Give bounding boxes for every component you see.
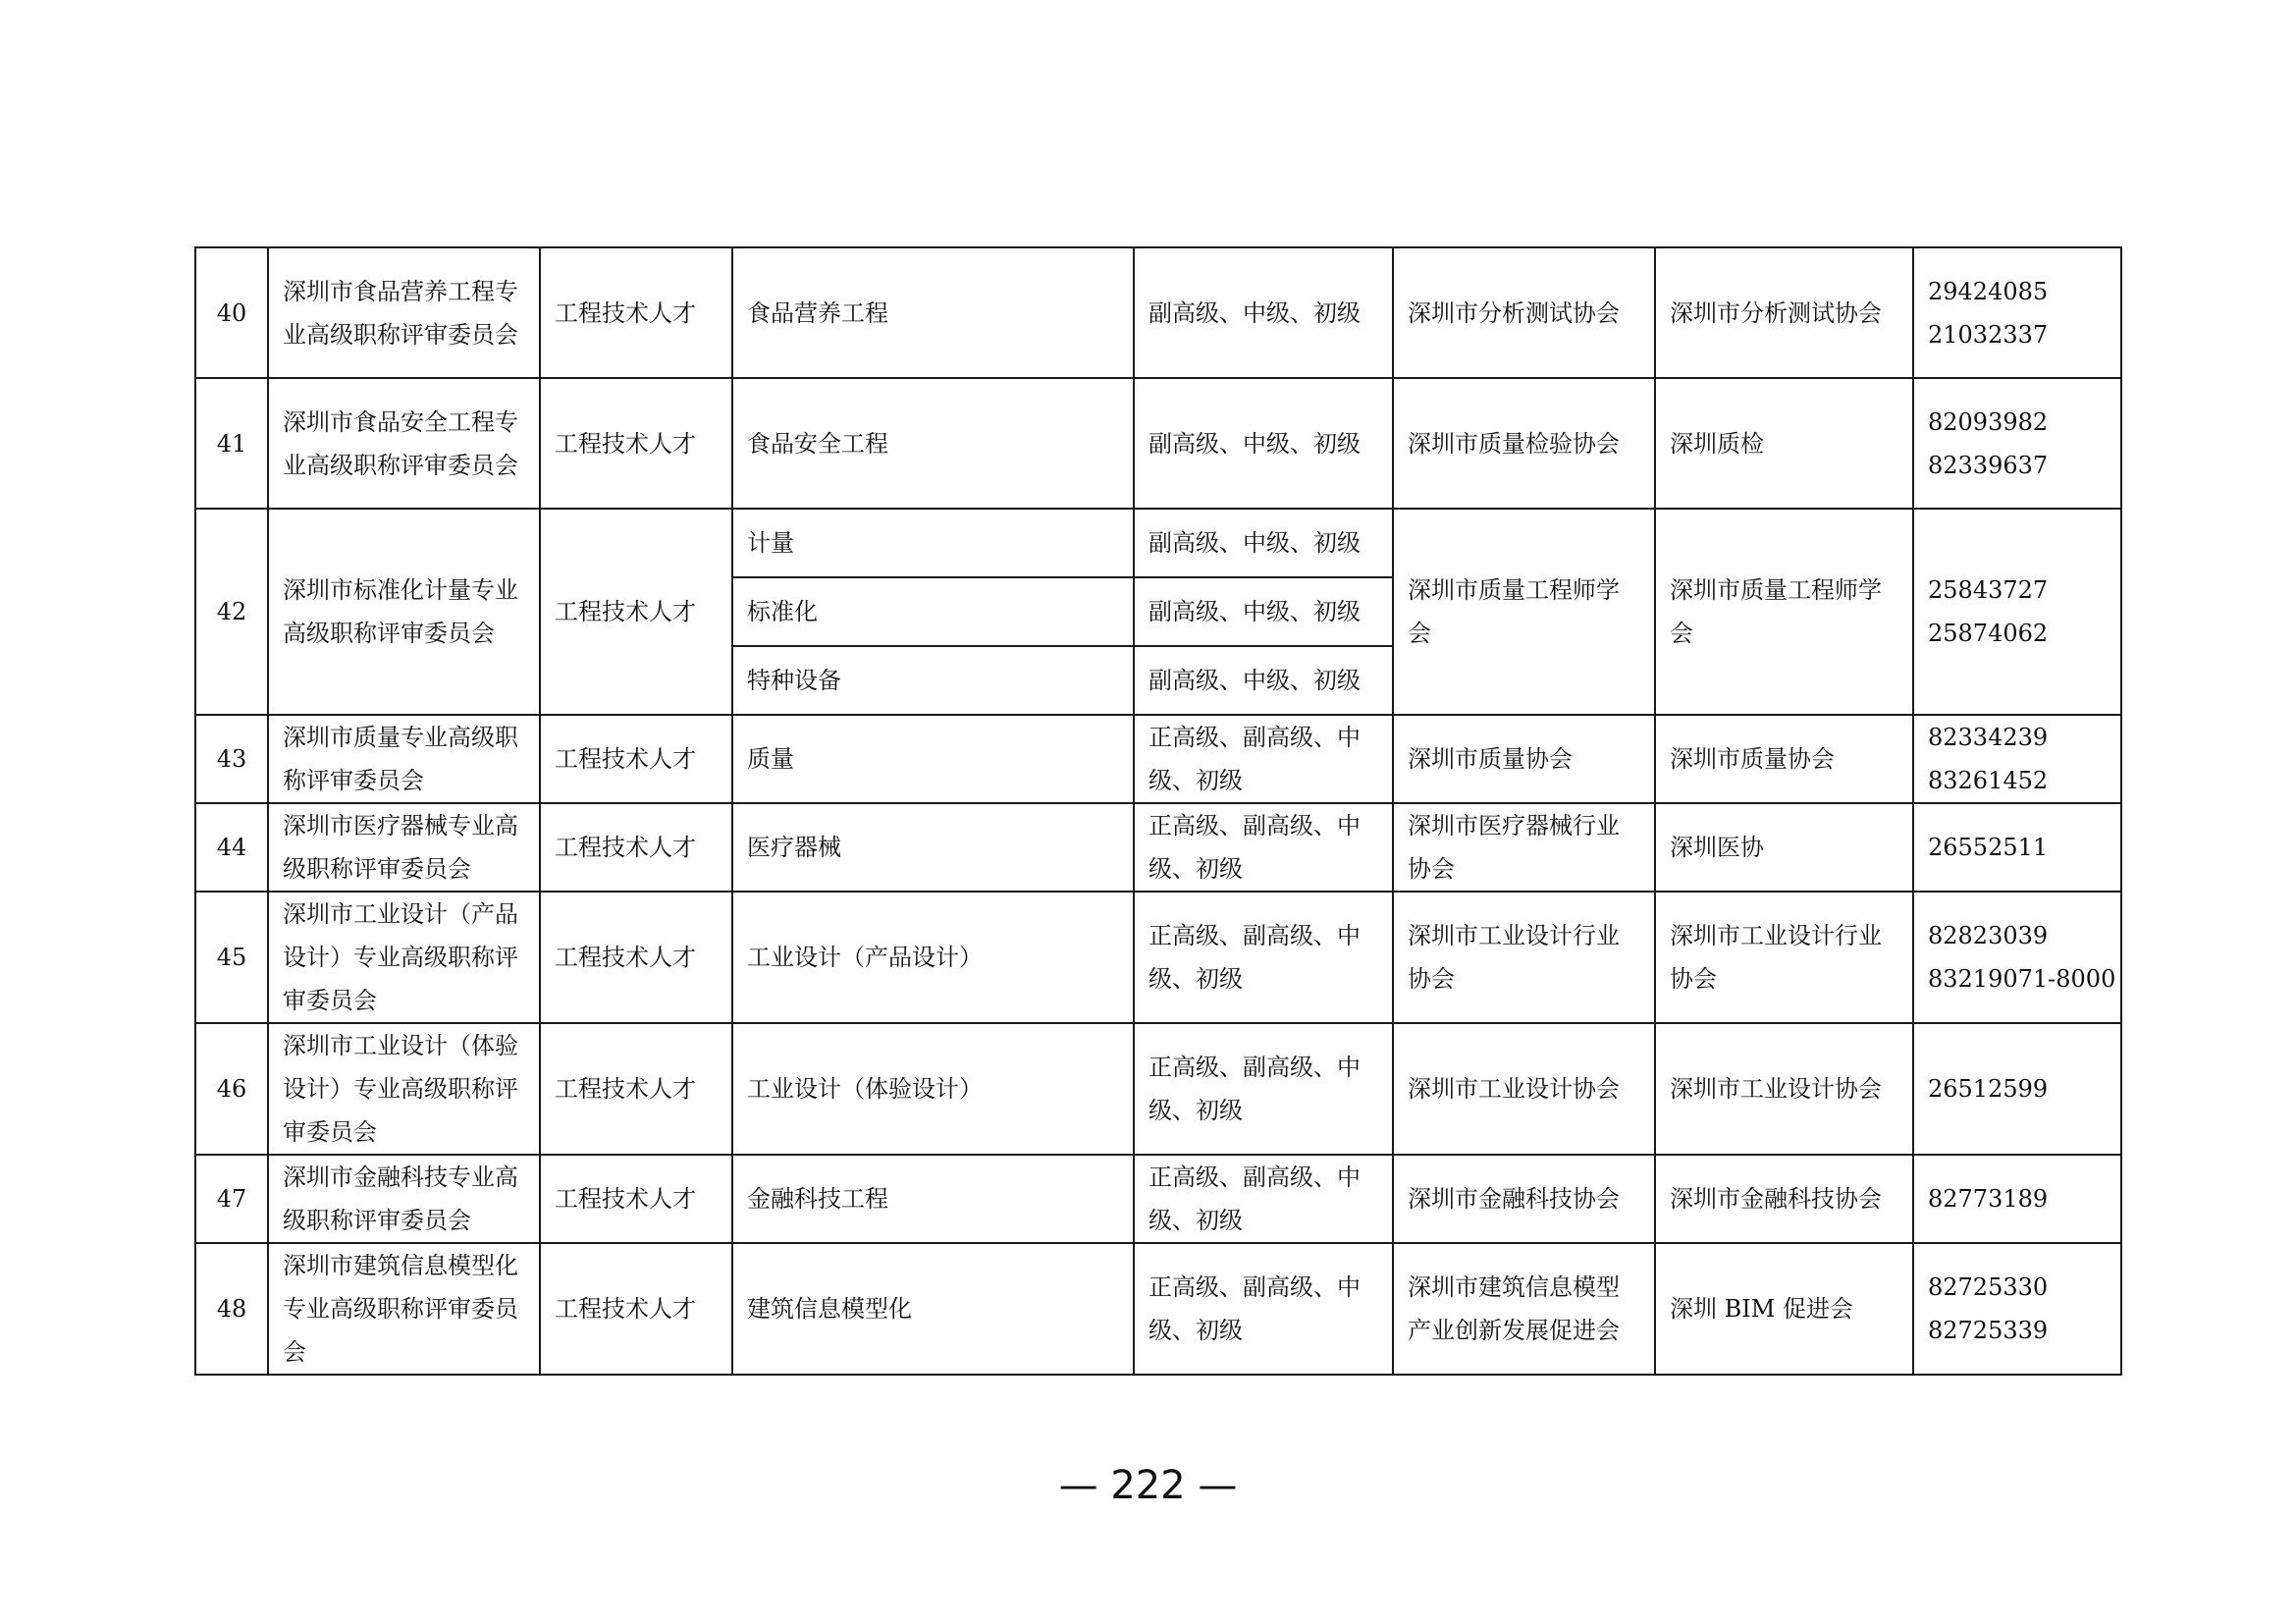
title-levels: 副高级、中级、初级 xyxy=(1134,577,1393,646)
specialty: 特种设备 xyxy=(732,646,1134,715)
row-number: 44 xyxy=(195,803,268,892)
committee-name: 深圳市工业设计（产品设计）专业高级职称评审委员会 xyxy=(268,892,540,1023)
contact-phone xyxy=(1913,509,2121,715)
phone-number: 21032337 xyxy=(1928,320,2049,349)
organizing-unit: 深圳市工业设计协会 xyxy=(1393,1023,1655,1155)
specialty: 食品营养工程 xyxy=(732,247,1134,378)
contact-unit: 深圳市工业设计协会 xyxy=(1655,1023,1913,1155)
committee-name: 深圳市工业设计（体验设计）专业高级职称评审委员会 xyxy=(268,1023,540,1155)
title-evaluation-table xyxy=(194,246,2122,1376)
table-row xyxy=(195,247,2121,378)
phone-number: 25843727 xyxy=(1928,576,2049,604)
specialty: 质量 xyxy=(732,715,1134,803)
specialty: 食品安全工程 xyxy=(732,378,1134,509)
talent-category: 工程技术人才 xyxy=(540,378,732,509)
specialty: 建筑信息模型化 xyxy=(732,1243,1134,1375)
organizing-unit: 深圳市金融科技协会 xyxy=(1393,1155,1655,1243)
title-levels: 副高级、中级、初级 xyxy=(1134,509,1393,577)
committee-name: 深圳市医疗器械专业高级职称评审委员会 xyxy=(268,803,540,892)
talent-category: 工程技术人才 xyxy=(540,1023,732,1155)
phone-number: 26512599 xyxy=(1928,1075,2049,1103)
contact-unit: 深圳市金融科技协会 xyxy=(1655,1155,1913,1243)
talent-category: 工程技术人才 xyxy=(540,715,732,803)
organizing-unit: 深圳市医疗器械行业协会 xyxy=(1393,803,1655,892)
table-row xyxy=(195,1023,2121,1155)
phone-number: 26552511 xyxy=(1928,834,2049,861)
title-levels: 正高级、副高级、中级、初级 xyxy=(1134,892,1393,1023)
talent-category: 工程技术人才 xyxy=(540,803,732,892)
title-levels: 正高级、副高级、中级、初级 xyxy=(1134,1243,1393,1375)
organizing-unit: 深圳市建筑信息模型产业创新发展促进会 xyxy=(1393,1243,1655,1375)
phone-number: 25874062 xyxy=(1928,620,2049,647)
contact-phone xyxy=(1913,803,2121,892)
contact-phone xyxy=(1913,1023,2121,1155)
organizing-unit: 深圳市工业设计行业协会 xyxy=(1393,892,1655,1023)
talent-category: 工程技术人才 xyxy=(540,1155,732,1243)
contact-phone xyxy=(1913,1243,2121,1375)
committee-name: 深圳市质量专业高级职称评审委员会 xyxy=(268,715,540,803)
specialty: 工业设计（产品设计） xyxy=(732,892,1134,1023)
phone-number: 82725339 xyxy=(1928,1317,2049,1344)
row-number: 42 xyxy=(195,509,268,715)
phone-number: 83219071-8000 xyxy=(1928,965,2116,993)
specialty: 计量 xyxy=(732,509,1134,577)
committee-name: 深圳市食品营养工程专业高级职称评审委员会 xyxy=(268,247,540,378)
table-row xyxy=(195,509,2121,577)
organizing-unit: 深圳市质量检验协会 xyxy=(1393,378,1655,509)
table-row xyxy=(195,1243,2121,1375)
table-row xyxy=(195,803,2121,892)
table-row xyxy=(195,378,2121,509)
phone-number: 82725330 xyxy=(1928,1273,2049,1301)
contact-phone xyxy=(1913,715,2121,803)
committee-name: 深圳市金融科技专业高级职称评审委员会 xyxy=(268,1155,540,1243)
row-number: 46 xyxy=(195,1023,268,1155)
contact-phone xyxy=(1913,247,2121,378)
organizing-unit: 深圳市质量工程师学会 xyxy=(1393,509,1655,715)
contact-phone xyxy=(1913,378,2121,509)
phone-number: 29424085 xyxy=(1928,277,2049,305)
title-levels: 副高级、中级、初级 xyxy=(1134,378,1393,509)
contact-unit: 深圳 BIM 促进会 xyxy=(1655,1243,1913,1375)
table-row xyxy=(195,715,2121,803)
title-levels: 正高级、副高级、中级、初级 xyxy=(1134,803,1393,892)
row-number: 40 xyxy=(195,247,268,378)
phone-number: 82773189 xyxy=(1928,1185,2049,1213)
dash-left: — xyxy=(1058,1463,1098,1508)
row-number: 43 xyxy=(195,715,268,803)
row-number: 48 xyxy=(195,1243,268,1375)
committee-name: 深圳市标准化计量专业高级职称评审委员会 xyxy=(268,509,540,715)
organizing-unit: 深圳市质量协会 xyxy=(1393,715,1655,803)
talent-category: 工程技术人才 xyxy=(540,509,732,715)
contact-phone xyxy=(1913,892,2121,1023)
committee-name: 深圳市建筑信息模型化专业高级职称评审委员会 xyxy=(268,1243,540,1375)
contact-unit: 深圳医协 xyxy=(1655,803,1913,892)
specialty: 金融科技工程 xyxy=(732,1155,1134,1243)
phone-number: 82093982 xyxy=(1928,407,2049,436)
talent-category: 工程技术人才 xyxy=(540,247,732,378)
table-row xyxy=(195,1155,2121,1243)
contact-phone xyxy=(1913,1155,2121,1243)
phone-number: 82339637 xyxy=(1928,451,2049,479)
contact-unit: 深圳质检 xyxy=(1655,378,1913,509)
contact-unit: 深圳市质量工程师学会 xyxy=(1655,509,1913,715)
contact-unit: 深圳市质量协会 xyxy=(1655,715,1913,803)
title-levels: 正高级、副高级、中级、初级 xyxy=(1134,1023,1393,1155)
title-levels: 正高级、副高级、中级、初级 xyxy=(1134,1155,1393,1243)
title-levels: 正高级、副高级、中级、初级 xyxy=(1134,715,1393,803)
talent-category: 工程技术人才 xyxy=(540,1243,732,1375)
committee-name: 深圳市食品安全工程专业高级职称评审委员会 xyxy=(268,378,540,509)
title-levels: 副高级、中级、初级 xyxy=(1134,646,1393,715)
phone-number: 82334239 xyxy=(1928,724,2049,751)
title-levels: 副高级、中级、初级 xyxy=(1134,247,1393,378)
row-number: 41 xyxy=(195,378,268,509)
table-row xyxy=(195,892,2121,1023)
organizing-unit: 深圳市分析测试协会 xyxy=(1393,247,1655,378)
talent-category: 工程技术人才 xyxy=(540,892,732,1023)
dash-right: — xyxy=(1198,1463,1238,1508)
specialty: 医疗器械 xyxy=(732,803,1134,892)
row-number: 45 xyxy=(195,892,268,1023)
page-footer xyxy=(0,1463,2296,1508)
phone-number: 83261452 xyxy=(1928,767,2049,794)
phone-number: 82823039 xyxy=(1928,922,2049,949)
page-number: 222 xyxy=(1110,1463,1186,1508)
row-number: 47 xyxy=(195,1155,268,1243)
contact-unit: 深圳市工业设计行业协会 xyxy=(1655,892,1913,1023)
specialty: 工业设计（体验设计） xyxy=(732,1023,1134,1155)
contact-unit: 深圳市分析测试协会 xyxy=(1655,247,1913,378)
specialty: 标准化 xyxy=(732,577,1134,646)
